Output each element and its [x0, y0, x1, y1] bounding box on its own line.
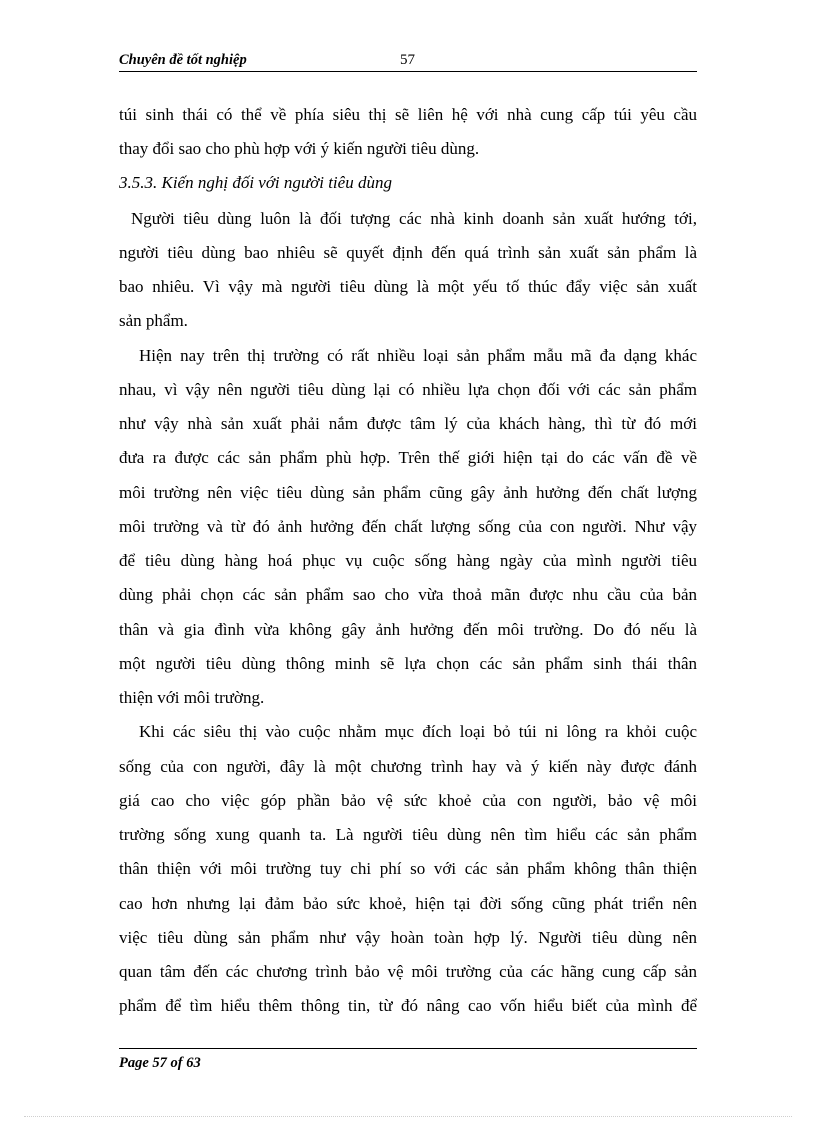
- text-line: như vậy nhà sản xuất phải nắm được tâm lý của khách hàng, thì từ đó mới: [119, 414, 697, 433]
- text-line: thiện với môi trường.: [119, 688, 265, 707]
- footer-rule: [119, 1048, 697, 1049]
- header-rule: [119, 71, 697, 72]
- text-line: một người tiêu dùng thông minh sẽ lựa chọn các sản phẩm sinh thái thân: [119, 654, 697, 673]
- text-line: túi sinh thái có thể về phía siêu thị sẽ liên hệ với nhà cung cấp túi yêu cầu: [119, 105, 697, 124]
- text-line: sống của con người, đây là một chương trình hay và ý kiến này được đánh: [119, 757, 697, 776]
- text-line: đưa ra được các sản phẩm phù hợp. Trên thế giới hiện tại do các vấn đề về: [119, 448, 697, 467]
- text-line: thân thiện với môi trường tuy chi phí so với các sản phẩm không thân thiện: [119, 859, 697, 878]
- text-line: việc tiêu dùng sản phẩm như vậy hoàn toàn hợp lý. Người tiêu dùng nên: [119, 928, 697, 947]
- text-line: nhau, vì vậy nên người tiêu dùng lại có nhiều lựa chọn đối với các sản phẩm: [119, 380, 697, 399]
- text-line: giá cao cho việc góp phần bảo vệ sức khoẻ của con người, bảo vệ môi: [119, 791, 697, 810]
- section-heading: 3.5.3. Kiến nghị đối với người tiêu dùng: [119, 173, 392, 192]
- footer-page-counter: Page 57 of 63: [119, 1055, 201, 1071]
- text-line: Người tiêu dùng luôn là đối tượng các nhà kinh doanh sản xuất hướng tới,: [131, 209, 697, 228]
- text-line: thay đổi sao cho phù hợp với ý kiến người tiêu dùng.: [119, 139, 480, 158]
- text-line: môi trường nên việc tiêu dùng sản phẩm cũng gây ảnh hưởng đến chất lượng: [119, 483, 697, 502]
- text-line: quan tâm đến các chương trình bảo vệ môi trường của các hãng cung cấp sản: [119, 962, 697, 981]
- text-line: phẩm để tìm hiểu thêm thông tin, từ đó nâng cao vốn hiểu biết của mình để: [119, 996, 697, 1015]
- text-line: thân và gia đình vừa không gây ảnh hưởng đến môi trường. Do đó nếu là: [119, 620, 697, 639]
- text-line: sản phẩm.: [119, 311, 188, 330]
- page-bottom-edge: [24, 1116, 792, 1117]
- page-header: [119, 52, 697, 72]
- document-title: Chuyên đề tốt nghiệp: [119, 52, 247, 68]
- text-line: Hiện nay trên thị trường có rất nhiều loại sản phẩm mẫu mã đa dạng khác: [139, 346, 697, 365]
- text-line: để tiêu dùng hàng hoá phục vụ cuộc sống hàng ngày của mình người tiêu: [119, 551, 697, 570]
- text-line: người tiêu dùng bao nhiêu sẽ quyết định đến quá trình sản xuất sản phẩm là: [119, 243, 697, 262]
- text-line: môi trường và từ đó ảnh hưởng đến chất lượng sống của con người. Như vậy: [119, 517, 697, 536]
- text-line: bao nhiêu. Vì vậy mà người tiêu dùng là một yếu tố thúc đẩy việc sản xuất: [119, 277, 697, 296]
- text-line: trường sống xung quanh ta. Là người tiêu dùng nên tìm hiểu các sản phẩm: [119, 825, 697, 844]
- text-line: dùng phải chọn các sản phẩm sao cho vừa thoả mãn được nhu cầu của bản: [119, 585, 697, 604]
- text-line: cao hơn nhưng lại đảm bảo sức khoẻ, hiện tại đời sống cũng phát triển nên: [119, 894, 697, 913]
- header-page-number: 57: [400, 52, 415, 68]
- text-line: Khi các siêu thị vào cuộc nhằm mục đích loại bỏ túi ni lông ra khỏi cuộc: [139, 722, 697, 741]
